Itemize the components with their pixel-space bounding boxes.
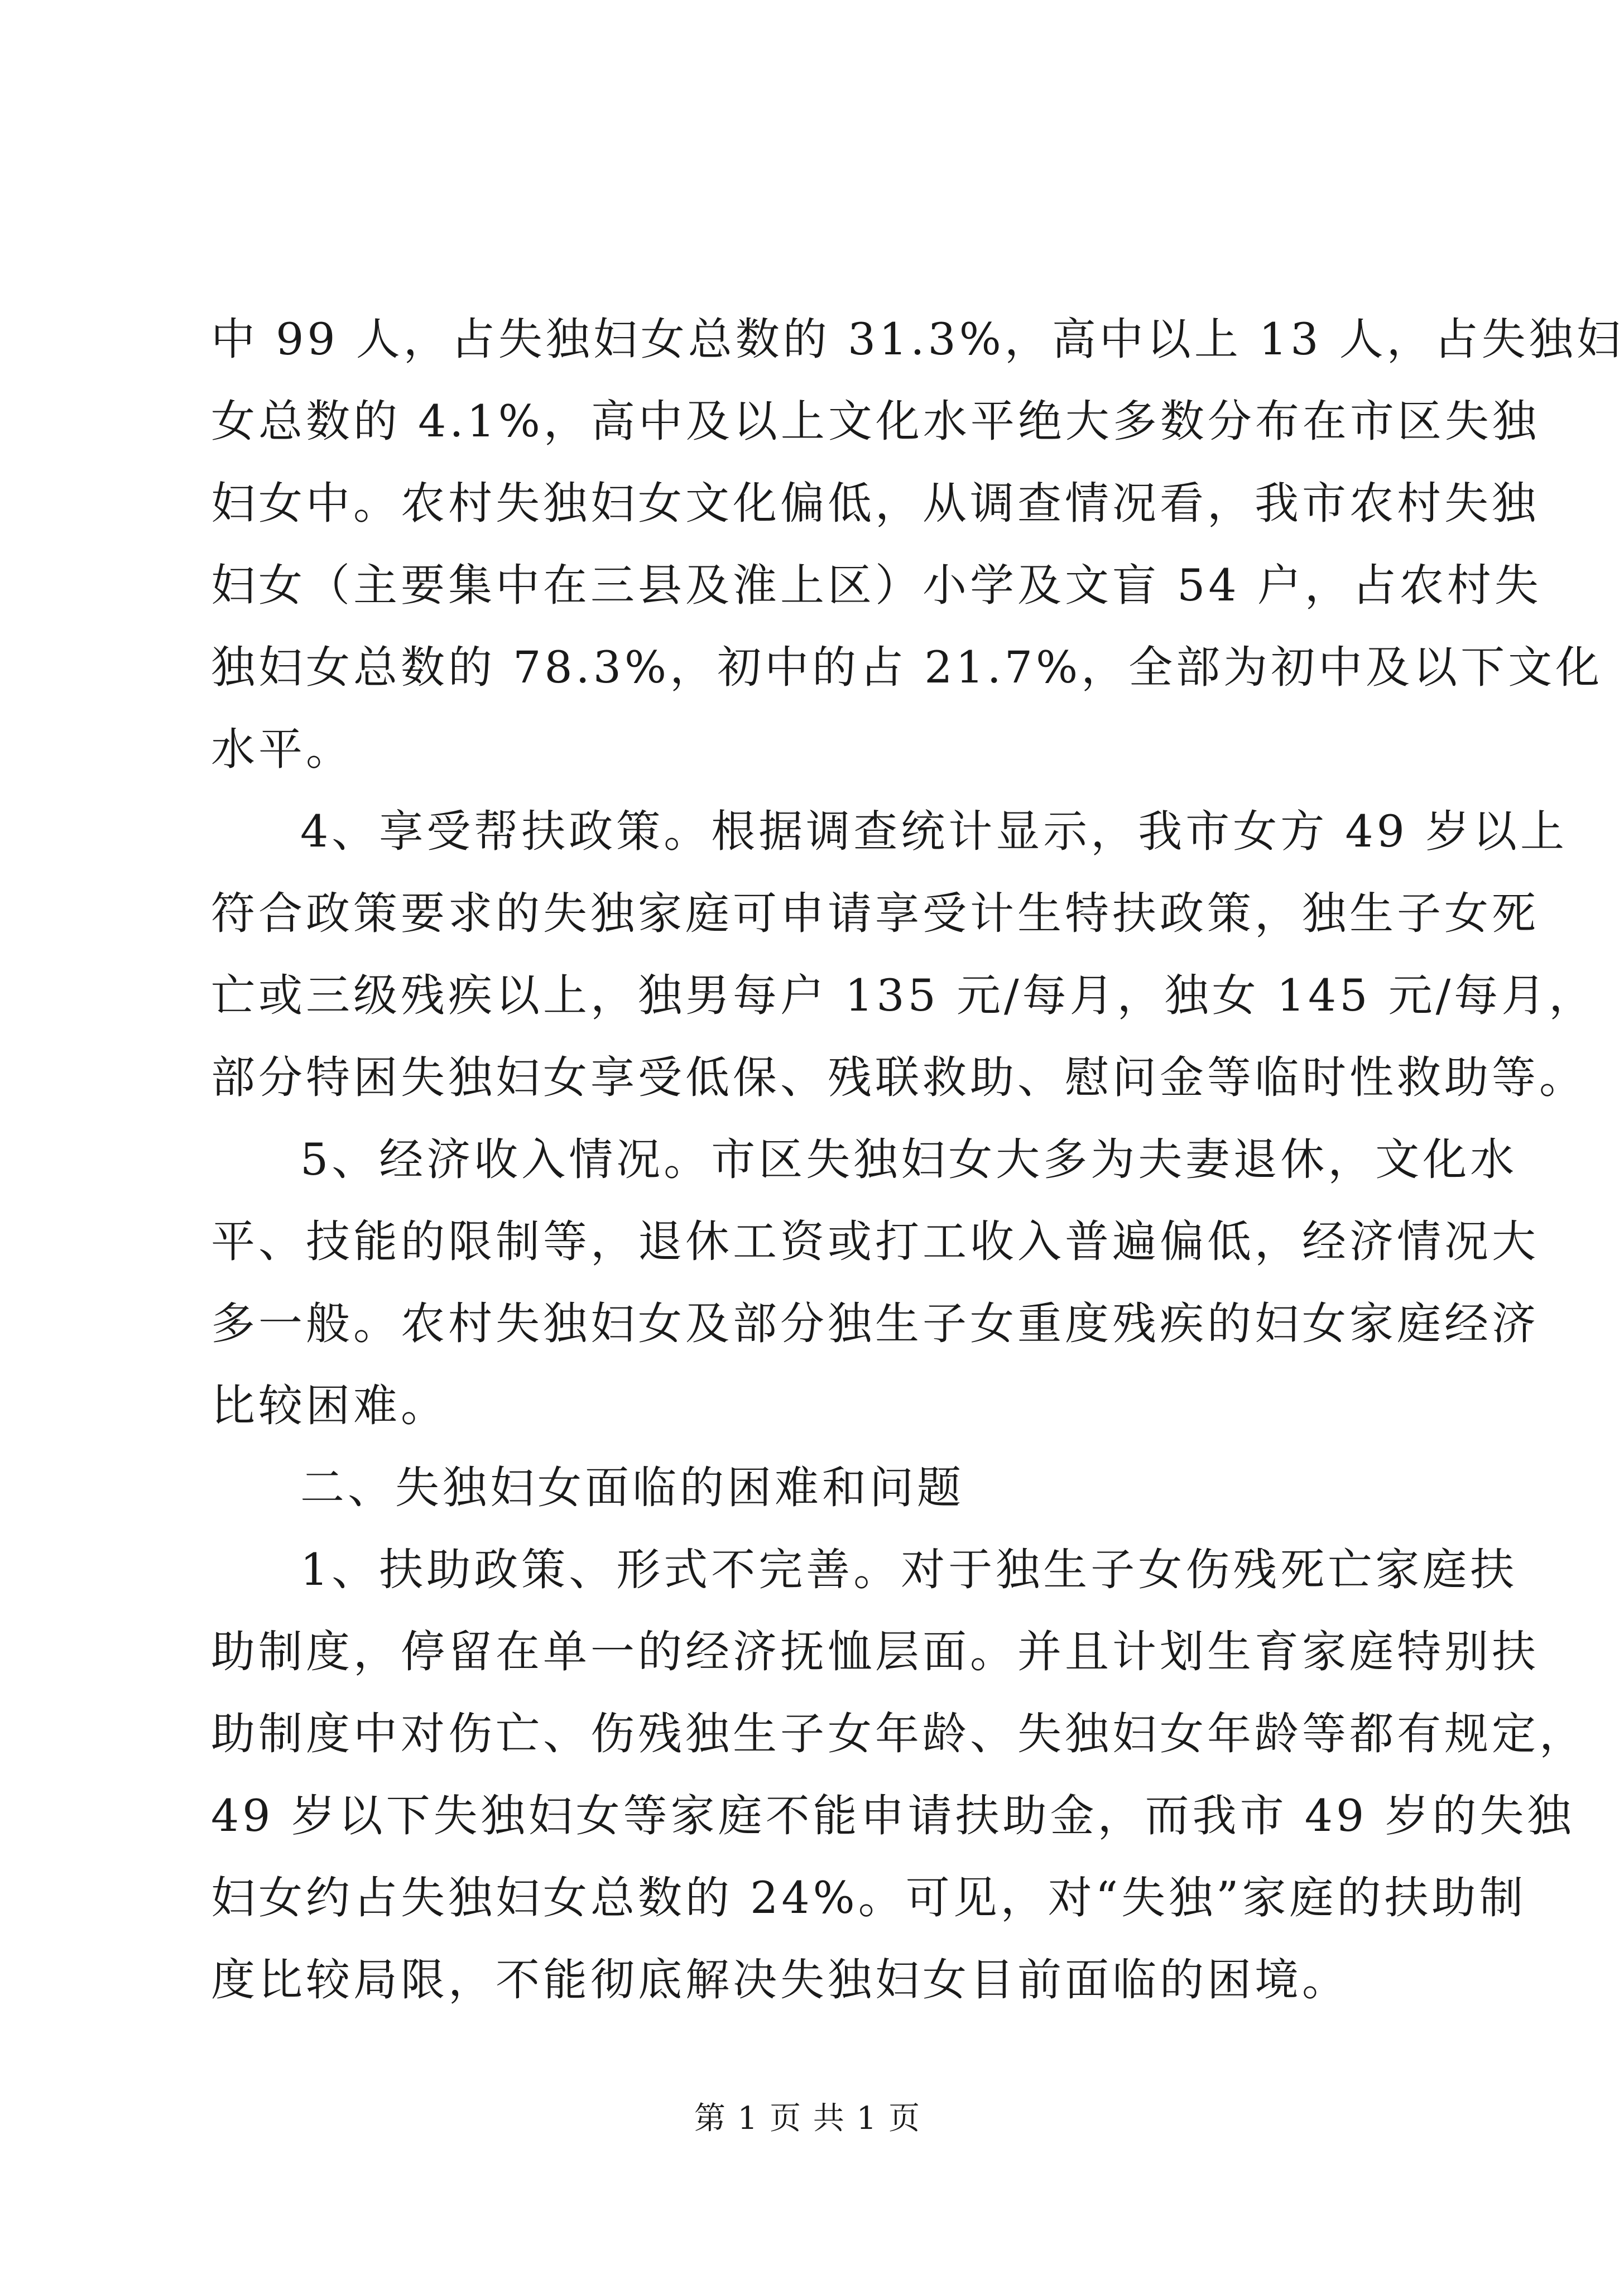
text-line: 助制度中对伤亡、伤残独生子女年龄、失独妇女年龄等都有规定， bbox=[211, 1708, 1587, 1759]
document-body bbox=[211, 299, 1624, 2021]
text-line: 部分特困失独妇女享受低保、残联救助、慰问金等临时性救助等。 bbox=[211, 1052, 1587, 1103]
text-line: 独妇女总数的 78.3%，初中的占 21.7%，全部为初中及以下文化 bbox=[211, 642, 1603, 693]
text-line: 水平。 bbox=[211, 724, 353, 775]
text-line: 符合政策要求的失独家庭可申请享受计生特扶政策，独生子女死 bbox=[211, 888, 1539, 939]
text-line: 度比较局限，不能彻底解决失独妇女目前面临的困境。 bbox=[211, 1954, 1349, 2006]
text-line: 49 岁以下失独妇女等家庭不能申请扶助金，而我市 49 岁的失独 bbox=[211, 1790, 1575, 1841]
text-line: 亡或三级残疾以上，独男每户 135 元/每月，独女 145 元/每月， bbox=[211, 970, 1597, 1021]
text-line: 助制度，停留在单一的经济抚恤层面。并且计划生育家庭特别扶 bbox=[211, 1626, 1539, 1677]
text-line: 比较困难。 bbox=[211, 1380, 448, 1431]
text-line: 多一般。农村失独妇女及部分独生子女重度残疾的妇女家庭经济 bbox=[211, 1298, 1539, 1349]
section-heading-difficulties bbox=[211, 1447, 1405, 1529]
paragraph-education-distribution bbox=[211, 299, 1624, 791]
page-number-footer: 第 1 页 共 1 页 bbox=[694, 2100, 921, 2137]
text-line: 4、享受帮扶政策。根据调查统计显示，我市女方 49 岁以上 bbox=[300, 806, 1568, 857]
text-line: 二、失独妇女面临的困难和问题 bbox=[300, 1462, 964, 1513]
text-line: 妇女中。农村失独妇女文化偏低，从调查情况看，我市农村失独 bbox=[211, 478, 1539, 529]
paragraph-income-situation bbox=[211, 1119, 1539, 1447]
text-line: 平、技能的限制等，退休工资或打工收入普遍偏低，经济情况大 bbox=[211, 1216, 1539, 1267]
text-line: 妇女约占失独妇女总数的 24%。可见，对“失独”家庭的扶助制 bbox=[211, 1872, 1527, 1924]
text-line: 中 99 人，占失独妇女总数的 31.3%，高中以上 13 人，占失独妇 bbox=[211, 314, 1624, 365]
paragraph-assistance-policy bbox=[211, 791, 1597, 1119]
paragraph-policy-shortcomings bbox=[211, 1529, 1587, 2021]
text-line: 1、扶助政策、形式不完善。对于独生子女伤残死亡家庭扶 bbox=[300, 1544, 1518, 1595]
text-line: 女总数的 4.1%，高中及以上文化水平绝大多数分布在市区失独 bbox=[211, 396, 1540, 447]
text-line: 妇女（主要集中在三县及淮上区）小学及文盲 54 户，占农村失 bbox=[211, 560, 1542, 611]
text-line: 5、经济收入情况。市区失独妇女大多为夫妻退休，文化水 bbox=[300, 1134, 1518, 1185]
